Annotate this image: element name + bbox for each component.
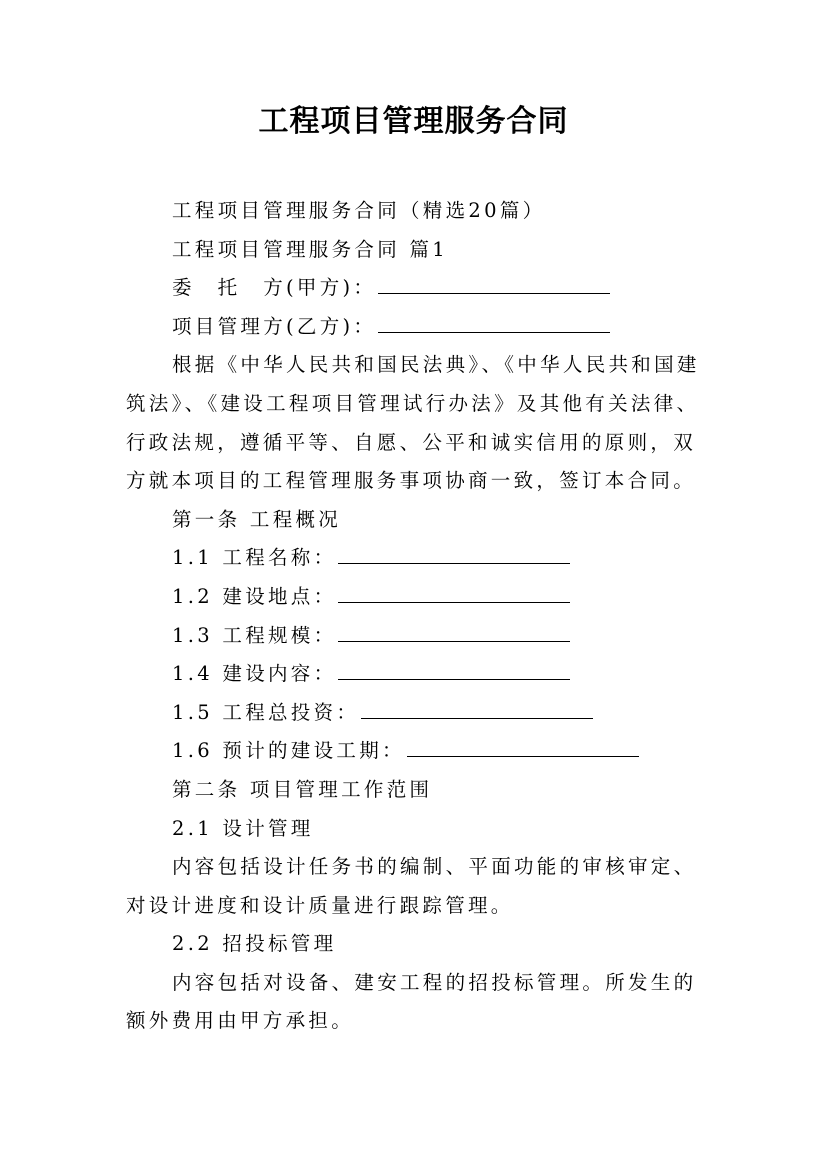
paragraph-text: 根据《中华人民共和国民法典》、《中华人民共和国建筑法》、《建设工程项目管理试行办法》及其他有关法律、行政法规，遵循平等、自愿、公平和诚实信用的原则，双方就本项目的工程管理服务事项协商一致，签订本合同。 [126, 353, 700, 493]
blank-fill-line [338, 661, 570, 680]
blank-fill-line [378, 314, 610, 333]
form-field-line [126, 694, 706, 733]
paragraph-text: 1.2 建设地点： [172, 584, 337, 608]
paragraph [126, 231, 706, 270]
paragraph-text: 工程项目管理服务合同（精选20篇） [172, 199, 546, 222]
paragraph-text: 内容包括对设备、建安工程的招投标管理。所发生的额外费用由甲方承担。 [126, 970, 697, 1033]
paragraph [126, 925, 706, 964]
paragraph [126, 346, 706, 500]
paragraph-text: 1.5 工程总投资： [172, 700, 360, 724]
blank-fill-line [338, 623, 570, 642]
paragraph-text: 2.2 招投标管理 [172, 932, 337, 956]
paragraph [126, 810, 706, 849]
form-field-line [126, 617, 706, 656]
paragraph-text: 内容包括设计任务书的编制、平面功能的审核审定、对设计进度和设计质量进行跟踪管理。 [126, 855, 697, 917]
form-field-line [126, 308, 706, 347]
document-title: 工程项目管理服务合同 [258, 104, 569, 139]
form-field-line [126, 732, 706, 771]
paragraph [126, 192, 706, 231]
paragraph [126, 848, 706, 925]
paragraph [126, 964, 706, 1041]
paragraph-text: 委 托 方(甲方)： [172, 276, 377, 300]
blank-fill-line [407, 738, 639, 757]
paragraph-text: 1.3 工程规模： [172, 623, 337, 647]
paragraph-text: 工程项目管理服务合同 篇1 [172, 237, 449, 261]
paragraph [126, 771, 706, 810]
blank-fill-line [338, 545, 570, 564]
paragraph-text: 2.1 设计管理 [172, 816, 314, 840]
form-field-line [126, 655, 706, 694]
form-field-line [126, 539, 706, 578]
paragraph-text: 1.1 工程名称： [172, 546, 337, 570]
document-body [126, 192, 706, 1041]
form-field-line [126, 269, 706, 308]
form-field-line [126, 578, 706, 617]
paragraph-text: 第一条 工程概况 [172, 507, 342, 531]
blank-fill-line [378, 275, 610, 294]
blank-fill-line [361, 700, 593, 719]
blank-fill-line [338, 584, 570, 603]
paragraph-text: 1.4 建设内容： [172, 662, 337, 686]
paragraph-text: 1.6 预计的建设工期： [172, 739, 405, 763]
paragraph-text: 项目管理方(乙方)： [172, 314, 377, 338]
paragraph-text: 第二条 项目管理工作范围 [172, 777, 433, 801]
paragraph [126, 501, 706, 540]
